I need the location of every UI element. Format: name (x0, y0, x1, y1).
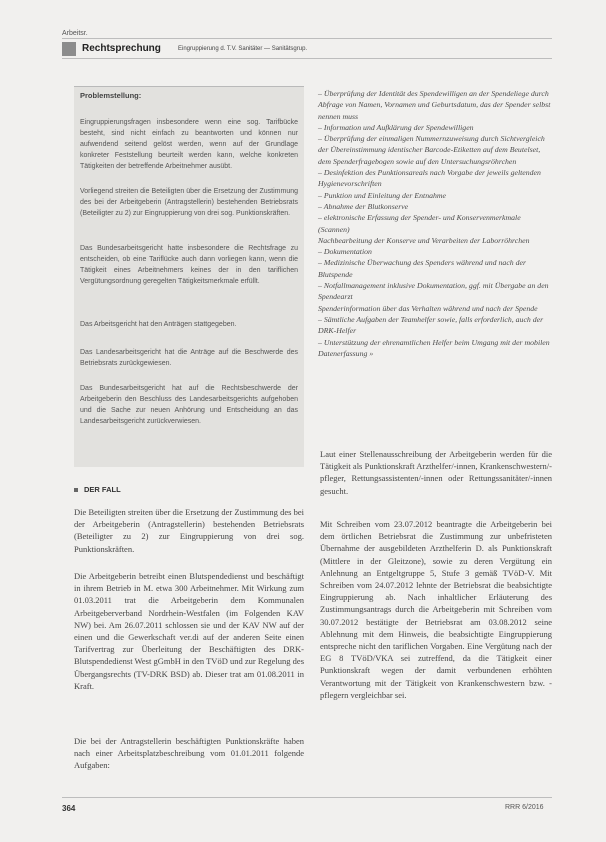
bullet-square-icon (74, 488, 78, 492)
body-paragraph: Laut einer Stellenausschreibung der Arbeitgeberin werden für die Tätigkeit als Punktionskraft Arzthelfer/-innen, Krankenschwestern/-pfleger, Rettungsassistenten/-innen oder Rettungssanitäter/-innen gesucht. (320, 449, 552, 496)
section-kicker: Arbeitsr. (62, 30, 88, 37)
list-item: – Desinfektion des Punktionsareals nach Vorgabe der jeweils geltenden Hygienevorschriften (318, 168, 541, 189)
list-item: – elektronische Erfassung der Spender- und Konservenmerkmale (Scannen) (318, 213, 521, 234)
page-title: Rechtsprechung (82, 43, 161, 54)
list-item: – Unterstützung der ehrenamtlichen Helfer beim Umgang mit der mobilen Datenerfassung » (318, 337, 550, 358)
list-item: – Sämtliche Aufgaben der Teamhelfer sowie, falls erforderlich, auch der DRK-Helfer (318, 314, 544, 336)
list-item: – Dokumentation (318, 247, 372, 257)
header-square-icon (62, 42, 76, 56)
list-item: – Information und Aufklärung der Spendewilligen (318, 122, 474, 132)
section-heading-text: DER FALL (84, 485, 121, 494)
problem-paragraph: Eingruppierungsfragen insbesondere wenn eine sog. Tarifbücke besteht, sind nicht einfach zu beantworten und können nur aufwendend seitend gelöst werden, wenn auf der Grundlage konkreter Feststellung beurteilt werden kann, welche konkreten Tätigkeiten der betreffende Arbeitnehmer ausübt. (80, 119, 298, 170)
page-number: 364 (62, 804, 76, 813)
list-item: – Punktion und Einleitung der Entnahme (318, 190, 446, 200)
problem-paragraph: Das Arbeitsgericht hat den Anträgen stattgegeben. (80, 321, 237, 328)
problem-paragraph: Das Bundesarbeitsgericht hatte insbesondere die Rechtsfrage zu entscheiden, ob eine Tariflücke auch dann vorliegen kann, wenn die Tätigkeit eines Arbeitnehmers keines der in den tariflichen Vergütungsordnung geregelten Tätigkeitsmerkmale erfüllt. (80, 245, 298, 285)
body-paragraph: Die Arbeitgeberin betreibt einen Blutspendedienst und beschäftigt in ihrem Betrieb in M. etwa 300 Arbeitnehmer. Mit Wirkung zum 01.03.2011 trat die Arbeitgeberin dem Kommunalen Arbeitgeberverband Nordrhein-Westfalen (im Folgenden KAV NW) bei. Am 26.07.2011 schlossen sie und der KAV NW auf der einen und die Gewerkschaft ver.di auf der anderen Seite einen Tarifvertrag zur Überleitung der Beschäftigten des DRK-Blutspendedienst West gGmbH in den TVöD und zur Regelung des Übergangsrechts (TV-DRK BSD) ab. Dieser trat am 01.08.2011 in Kraft. (74, 571, 304, 691)
list-item: – Überprüfung der Identität des Spendewilligen an der Spendeliege durch Abfrage von Namen, Vornamen und Geburtsdatum, das der Spender selbst nennen muss (318, 89, 551, 121)
list-item: – Überprüfung der einmaligen Nummernzuweisung durch Sichtvergleich der Übereinstimmung identischer Barcode-Etiketten auf dem Beutelset, dem Spenderfragebogen sowie auf den Untersuchungsröhrchen (318, 134, 545, 166)
problem-paragraph: Das Landesarbeitsgericht hat die Anträge auf die Beschwerde des Betriebsrats zurückgewiesen. (80, 349, 298, 367)
list-item: – Medizinische Überwachung des Spenders während und nach der Blutspende (318, 258, 527, 279)
problem-box (74, 86, 304, 467)
problem-paragraph: Vorliegend streiten die Beteiligten über die Ersetzung der Zustimmung des bei der Arbeitgeberin (Antragstellerin) bestehenden Betriebsrats (Beteiligter zu 2) zur Eingruppierung von drei sog. Punktionskräften. (80, 188, 298, 217)
task-list (318, 88, 554, 359)
header-divider-bottom (62, 58, 552, 59)
body-paragraph: Die Beteiligten streiten über die Ersetzung der Zustimmung des bei der Arbeitgeberin (Antragstellerin) bestehenden Betriebsrats (Beteiligter zu 2) zur Eingruppierung von drei sog. Punktionskräften. (74, 507, 304, 554)
list-item: – Abnahme der Blutkonserve (318, 201, 409, 211)
list-item: – Notfallmanagement inklusive Dokumentation, ggf. mit Übergabe an den Spendearzt (318, 281, 549, 302)
header-divider (62, 38, 552, 39)
journal-reference: RRR 6/2016 (505, 804, 544, 811)
page-subtitle: Eingruppierung d. T.V. Sanitäter — Sanitätsgrup. (178, 46, 308, 52)
footer-divider (62, 797, 552, 798)
list-item: Nachbearbeitung der Konserve und Verarbeiten der Laborröhrchen (318, 235, 530, 245)
body-paragraph: Die bei der Antragstellerin beschäftigten Punktionskräfte haben nach einer Arbeitsplatzbeschreibung vom 01.01.2011 folgende Aufgaben: (74, 736, 304, 771)
section-heading (74, 485, 121, 494)
list-item: Spenderinformation über das Verhalten während und nach der Spende (318, 303, 538, 313)
body-paragraph: Mit Schreiben vom 23.07.2012 beantragte die Arbeitgeberin bei dem örtlichen Betriebsrat die Zustimmung zur unbefristeten Übernahme der ausgebildeten Arzthelferin D. als Punktionskraft (Mittlere in der Gleitzone), sowie zu deren Vergütung ein Anlehnung an Entgeltgruppe 5, Stufe 3 gemäß TVöD-V. Mit Schreiben vom 24.07.2012 lehnte der Betriebsrat die beabsichtigte Eingruppierung ab. Nach inhaltlicher Erläuterung des Zustimmungsantrags durch die Arbeitgeberin mit Schreiben vom 30.07.2012 bestätigte der Betriebsrat am 03.08.2012 seine Ablehnung mit dem Hinweis, die beabsichtigte Eingruppierung entspreche nicht den tariflichen Vorgaben. Eine Vergütung nach der EG 8 TVöD/VKA sei zutreffend, da die Tätigkeit einer Punktionskraft wegen der damit verbundenen erhöhten Verantwortung mit der Tätigkeit von Krankenschwestern bzw. -pflegern vergleichbar sei. (320, 519, 552, 700)
problem-paragraph: Das Bundesarbeitsgericht hat auf die Rechtsbeschwerde der Arbeitgeberin den Beschluss des Landesarbeitsgerichts aufgehoben und die Sache zur neuen Anhörung und Entscheidung an das Landesarbeitsgericht zurückverwiesen. (80, 385, 298, 425)
problem-box-title: Problemstellung: (80, 91, 142, 100)
